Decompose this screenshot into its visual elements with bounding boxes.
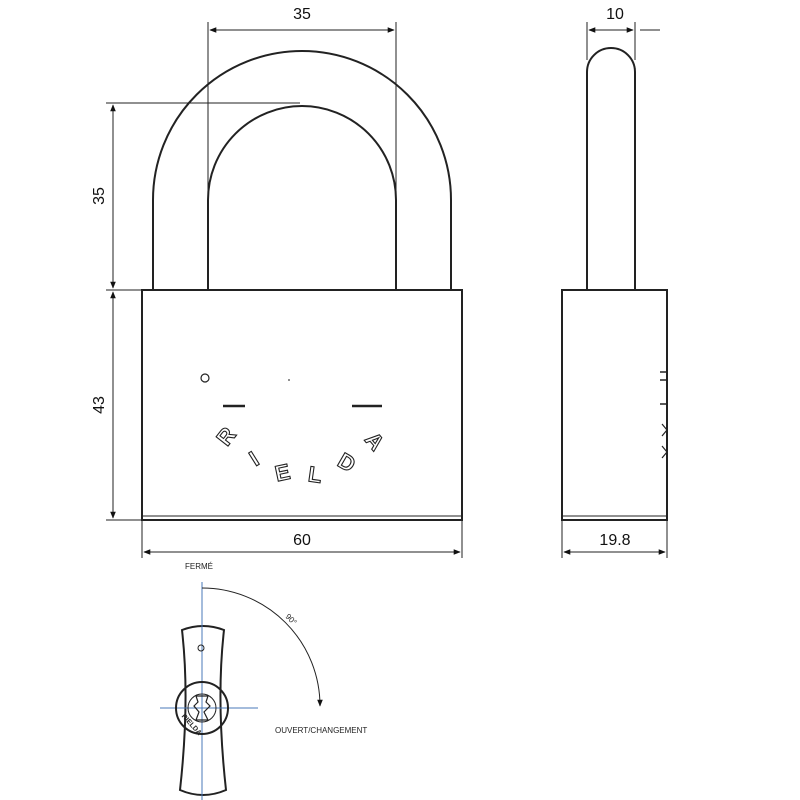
dim-label-shackle-diameter: 10 [606, 6, 624, 23]
key-view-hole [198, 645, 204, 651]
key-view [160, 582, 320, 800]
cylinder-brand: RIELDA [179, 712, 203, 738]
dim-label-body-width: 60 [293, 532, 311, 549]
brand-letter-e: E [272, 458, 293, 487]
side-view [562, 48, 667, 520]
dim-label-shackle-height: 35 [91, 187, 108, 205]
brand-letter-a: A [360, 427, 390, 456]
brand-letter-d: D [333, 447, 360, 478]
brand-arc [211, 422, 389, 488]
label-open-change: OUVERT/CHANGEMENT [275, 726, 368, 735]
front-view [142, 51, 462, 520]
shackle-outer [153, 51, 451, 290]
position-mark-circle [201, 374, 209, 382]
side-shackle [587, 48, 635, 290]
label-angle: 90° [283, 612, 299, 627]
shackle-inner [208, 106, 396, 290]
label-closed: FERMÉ [185, 562, 213, 571]
dim-label-shackle-width: 35 [293, 6, 311, 23]
dim-label-body-height: 43 [91, 396, 108, 414]
side-body [562, 290, 667, 520]
lock-body [142, 290, 462, 520]
dim-label-body-depth: 19.8 [599, 532, 631, 549]
brand-letter-r: R [211, 422, 241, 451]
brand-letter-i: I [244, 446, 264, 471]
brand-letter-l: L [306, 461, 324, 488]
key-view-body [180, 626, 226, 795]
